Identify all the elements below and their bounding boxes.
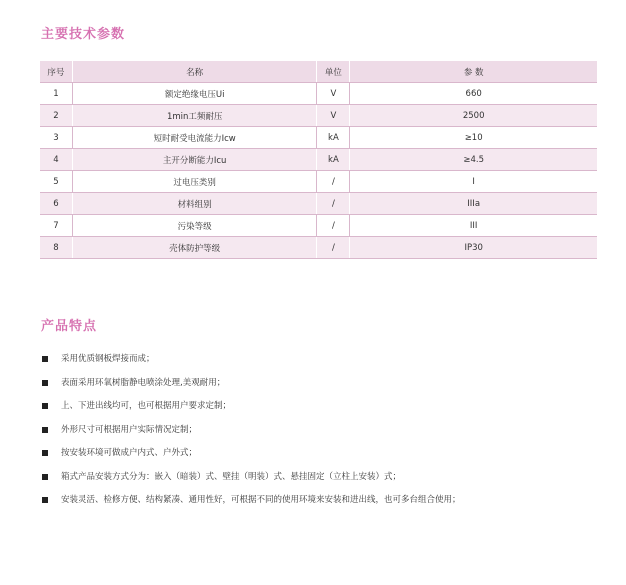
row-no: 7 — [40, 215, 72, 237]
row-name: 壳体防护等级 — [72, 237, 317, 259]
row-unit: kA — [317, 149, 350, 171]
row-no: 6 — [40, 193, 72, 215]
row-value: IIIa — [350, 193, 597, 215]
table-row — [40, 193, 597, 215]
square-bullet-icon — [42, 450, 48, 456]
row-name: 主开分断能力Icu — [72, 149, 317, 171]
row-no: 2 — [40, 105, 72, 127]
row-value: ≥10 — [350, 127, 597, 149]
table-header-row — [40, 61, 597, 83]
list-item — [42, 493, 461, 517]
features-list — [42, 352, 461, 517]
row-no: 5 — [40, 171, 72, 193]
specs-table — [40, 61, 597, 259]
square-bullet-icon — [42, 474, 48, 480]
feature-text: 采用优质钢板焊接而成； — [61, 354, 155, 364]
header-no: 序号 — [40, 61, 72, 83]
row-unit: / — [317, 215, 350, 237]
table-row — [40, 171, 597, 193]
specs-title: 主要技术参数 — [41, 27, 126, 42]
row-name: 额定绝缘电压Ui — [72, 83, 317, 105]
features-title: 产品特点 — [41, 319, 98, 334]
row-value: I — [350, 171, 597, 193]
list-item — [42, 423, 461, 447]
square-bullet-icon — [42, 403, 48, 409]
list-item — [42, 399, 461, 423]
row-unit: / — [317, 171, 350, 193]
list-item — [42, 470, 461, 494]
row-no: 3 — [40, 127, 72, 149]
header-name: 名称 — [72, 61, 317, 83]
row-value: 660 — [350, 83, 597, 105]
row-unit: kA — [317, 127, 350, 149]
square-bullet-icon — [42, 427, 48, 433]
row-name: 污染等级 — [72, 215, 317, 237]
row-no: 1 — [40, 83, 72, 105]
row-name: 短时耐受电流能力Icw — [72, 127, 317, 149]
square-bullet-icon — [42, 356, 48, 362]
row-unit: / — [317, 237, 350, 259]
header-value: 参 数 — [350, 61, 597, 83]
header-unit: 单位 — [317, 61, 350, 83]
row-value: IP30 — [350, 237, 597, 259]
row-unit: V — [317, 105, 350, 127]
row-name: 1min工频耐压 — [72, 105, 317, 127]
row-name: 过电压类别 — [72, 171, 317, 193]
row-name: 材料组别 — [72, 193, 317, 215]
table-row — [40, 83, 597, 105]
row-unit: V — [317, 83, 350, 105]
table-row — [40, 105, 597, 127]
table-row — [40, 237, 597, 259]
feature-text: 表面采用环氧树脂静电喷涂处理,美观耐用； — [61, 377, 226, 388]
table-row — [40, 215, 597, 237]
list-item — [42, 376, 461, 400]
feature-text: 箱式产品安装方式分为：嵌入（暗装）式、壁挂（明装）式、悬挂固定（立柱上安装）式； — [61, 471, 402, 482]
feature-text: 上、下进出线均可，也可根据用户要求定制； — [61, 401, 232, 411]
row-value: 2500 — [350, 105, 597, 127]
square-bullet-icon — [42, 380, 48, 386]
square-bullet-icon — [42, 497, 48, 503]
list-item — [42, 352, 461, 376]
row-value: III — [350, 215, 597, 237]
row-unit: / — [317, 193, 350, 215]
row-no: 4 — [40, 149, 72, 171]
feature-text: 外形尺寸可根据用户实际情况定制； — [61, 424, 198, 435]
table-row — [40, 149, 597, 171]
row-no: 8 — [40, 237, 72, 259]
feature-text: 按安装环境可做成户内式、户外式； — [61, 448, 198, 458]
feature-text: 安装灵活、检修方便、结构紧凑、通用性好，可根据不同的使用环境来安装和进出线，也可多台组合使用； — [61, 495, 461, 505]
row-value: ≥4.5 — [350, 149, 597, 171]
table-row — [40, 127, 597, 149]
list-item — [42, 446, 461, 470]
